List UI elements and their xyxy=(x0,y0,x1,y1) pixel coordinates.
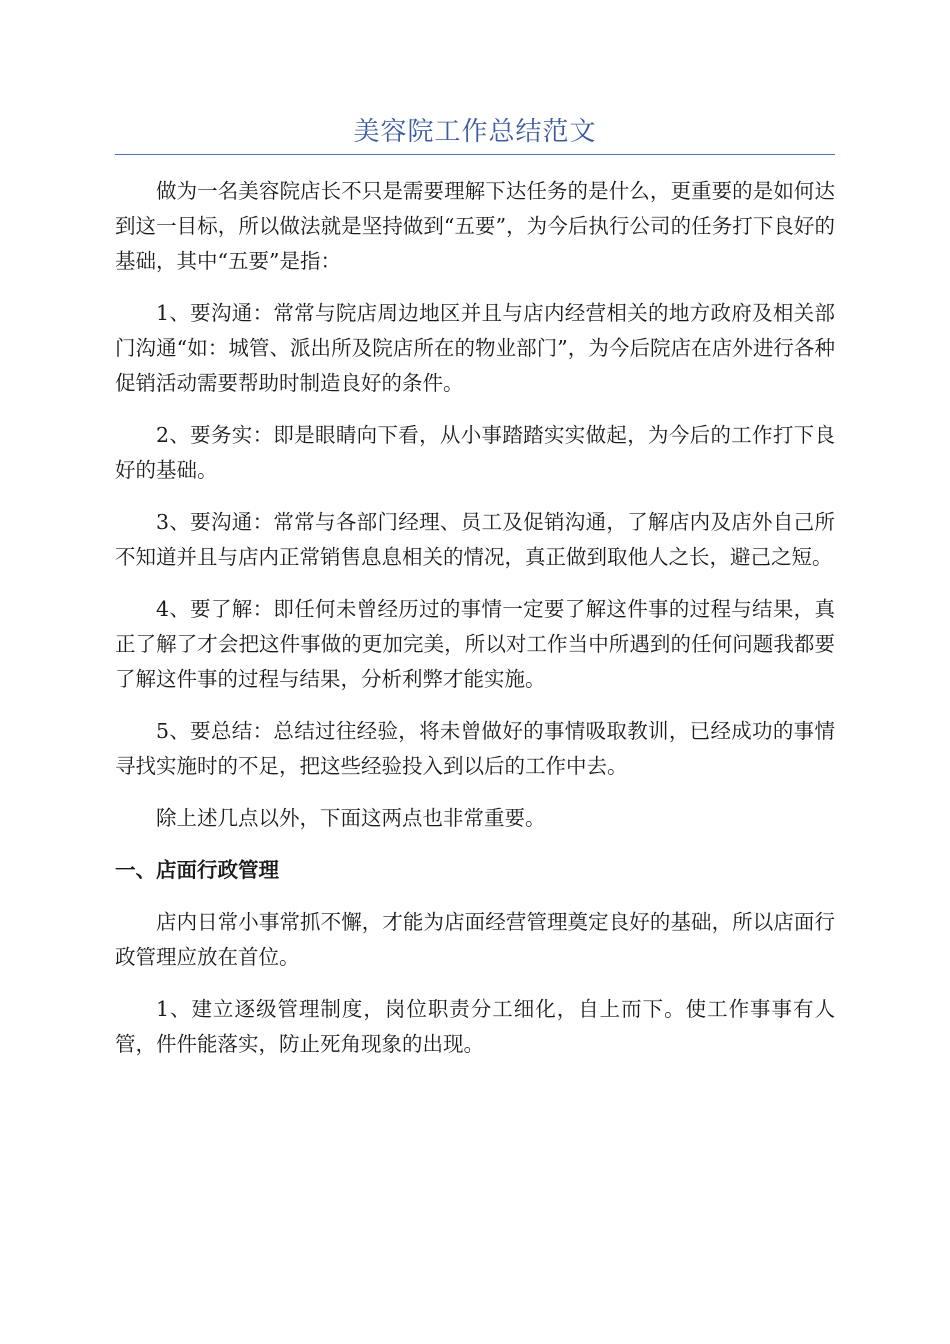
paragraph-point-5: 5、要总结：总结过往经验，将未曾做好的事情吸取教训，已经成功的事情寻找实施时的不足，把这些经验投入到以后的工作中去。 xyxy=(115,719,835,778)
paragraph-transition: 除上述几点以外，下面这两点也非常重要。 xyxy=(156,806,546,830)
paragraph-intro: 做为一名美容院店长不只是需要理解下达任务的是什么，更重要的是如何达到这一目标，所以做法就是坚持做到“五要”，为今后执行公司的任务打下良好的基础，其中“五要”是指： xyxy=(115,179,835,273)
document-body xyxy=(115,174,835,1079)
paragraph-section-intro: 店内日常小事常抓不懈，才能为店面经营管理奠定良好的基础，所以店面行政管理应放在首位。 xyxy=(115,910,835,969)
paragraph-point-3: 3、要沟通：常常与各部门经理、员工及促销沟通，了解店内及店外自己所不知道并且与店内正常销售息息相关的情况，真正做到取他人之长，避己之短。 xyxy=(115,510,835,569)
paragraph-section-point-1: 1、建立逐级管理制度，岗位职责分工细化，自上而下。使工作事事有人管，件件能落实，防止死角现象的出现。 xyxy=(115,997,835,1056)
title-underline xyxy=(115,154,835,155)
paragraph-point-2: 2、要务实：即是眼睛向下看，从小事踏踏实实做起，为今后的工作打下良好的基础。 xyxy=(115,423,835,482)
paragraph-point-1: 1、要沟通：常常与院店周边地区并且与店内经营相关的地方政府及相关部门沟通“如：城管、派出所及院店所在的物业部门”，为今后院店在店外进行各种促销活动需要帮助时制造良好的条件。 xyxy=(115,301,835,395)
section-heading: 一、店面行政管理 xyxy=(115,858,279,882)
paragraph-point-4: 4、要了解：即任何未曾经历过的事情一定要了解这件事的过程与结果，真正了解了才会把这件事做的更加完美，所以对工作当中所遇到的任何问题我都要了解这件事的过程与结果，分析利弊才能实施。 xyxy=(115,597,835,691)
document-title: 美容院工作总结范文 xyxy=(353,117,597,147)
